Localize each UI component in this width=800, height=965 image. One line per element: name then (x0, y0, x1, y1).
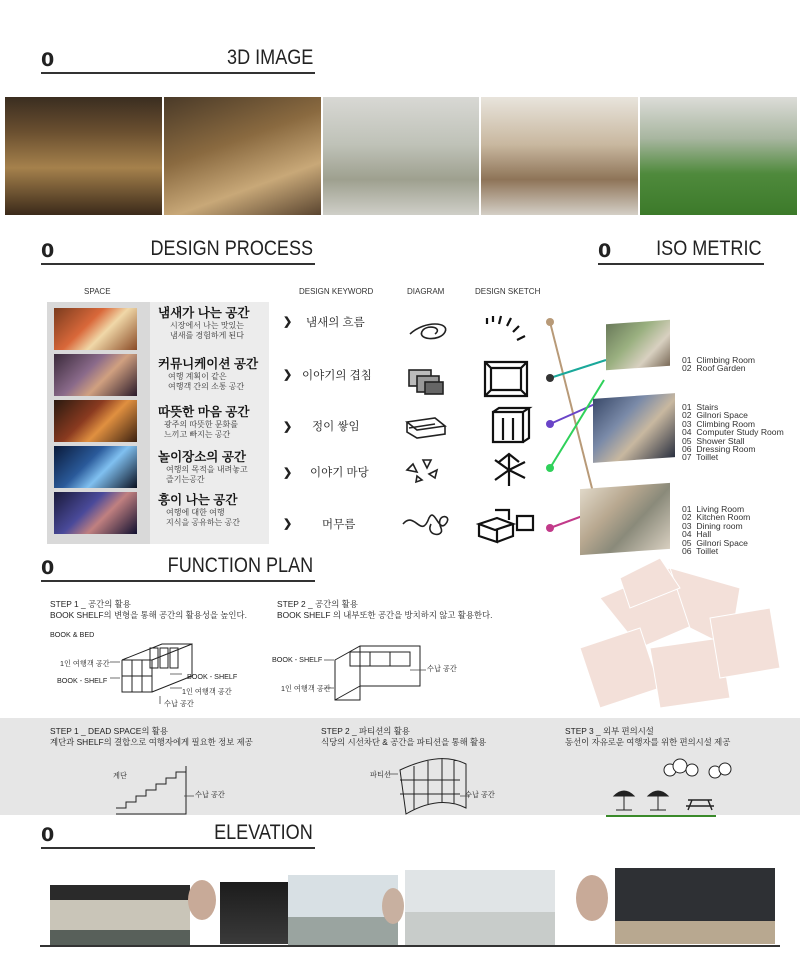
diagram-plane (425, 382, 443, 394)
process-sub: 여행에 대한 여행 (166, 508, 225, 517)
section-title-elevation: ELEVATION (214, 821, 313, 844)
section-mark: 0 (41, 824, 55, 846)
section-title-3d-image: 3D IMAGE (226, 46, 313, 69)
label-stairs: 계단 (113, 771, 127, 780)
building-4 (405, 870, 555, 946)
grey-step2 (321, 726, 486, 748)
section-mark: 0 (598, 240, 612, 262)
step-desc: BOOK SHELF 의 내부또한 공간을 방치하지 않고 활용한다. (277, 610, 493, 620)
keyword-5: 머무름 (322, 519, 356, 531)
arrow-right-icon: ❯ (283, 369, 293, 381)
section-title-design-process: DESIGN PROCESS (150, 237, 313, 260)
render-lounge (481, 97, 638, 215)
connector-dot (546, 464, 554, 472)
tree (576, 875, 608, 921)
process-row-2 (158, 354, 258, 392)
step-title: STEP 2 _ 공간의 활용 (277, 599, 358, 609)
photo-festival (54, 400, 137, 442)
process-sub: 여행객 간의 소통 공간 (168, 382, 245, 391)
keyword-1: 냄새의 흐름 (306, 317, 365, 329)
step-desc: 식당의 시선차단 & 공간을 파티션을 통해 활용 (321, 737, 487, 747)
connector-dot (546, 524, 554, 532)
section-header-design-process (41, 237, 315, 265)
column-header-keyword: DESIGN KEYWORD (299, 287, 374, 296)
sketch-blocks (479, 510, 533, 542)
process-title: 놀이장소의 공간 (158, 450, 246, 464)
keyword-4: 이야기 마당 (310, 467, 369, 479)
sketch-box (493, 408, 529, 442)
process-sub: 시장에서 나는 맛있는 (170, 321, 244, 330)
step-title: STEP 1 _ DEAD SPACE의 활용 (50, 726, 168, 736)
grey-step3 (565, 726, 730, 748)
section-header-iso-metric (598, 237, 764, 265)
function-step1 (50, 599, 247, 621)
section-mark: 0 (41, 557, 55, 579)
tree (382, 888, 404, 924)
building-2 (220, 882, 290, 944)
elevation-strip (10, 860, 790, 960)
label-storage: 수납 공간 (195, 790, 225, 799)
iso-legend-floor1: 01 Living Room 02 Kitchen Room 03 Dining room 04 Hall 05 Gilnori Space 06 Toillet (682, 504, 751, 557)
decorative-shards (560, 558, 790, 718)
building-5 (615, 868, 775, 944)
label-bookshelf: BOOK - SHELF (57, 676, 108, 685)
process-sub: 느끼고 빠지는 공간 (164, 430, 231, 439)
label-storage: 수납 공간 (164, 699, 194, 708)
step-title: STEP 3 _ 외부 편의시설 (565, 726, 654, 736)
label-partition: 파티션 (370, 770, 391, 779)
connector-dot (546, 420, 554, 428)
sketch-ribs (487, 316, 525, 340)
building-1 (50, 885, 190, 945)
process-title: 따뜻한 마음 공간 (158, 405, 250, 419)
iso-legend-floor2: 01 Stairs 02 Gilnori Space 03 Climbing Room 04 Computer Study Room 05 Shower Stall 06 Dressing Room 07 Toillet (682, 402, 784, 463)
section-title-iso-metric: ISO METRIC (656, 237, 762, 260)
process-row-3 (158, 402, 249, 440)
step-desc: 계단과 SHELF의 결합으로 여행자에게 필요한 정보 제공 (50, 737, 253, 747)
section-title-function-plan: FUNCTION PLAN (167, 554, 313, 577)
diagram-swirl (410, 324, 446, 339)
diagram-triangles (407, 460, 437, 482)
arrow-right-icon: ❯ (283, 421, 293, 433)
column-header-diagram: DIAGRAM (407, 287, 445, 296)
column-header-sketch: DESIGN SKETCH (475, 287, 541, 296)
grey-step1 (50, 726, 253, 748)
stairs-drawing (116, 766, 186, 814)
photo-food (54, 308, 137, 350)
column-header-space: SPACE (84, 287, 111, 296)
label-storage: 수납 공간 (427, 664, 457, 673)
step-title: STEP 1 _ 공간의 활용 (50, 599, 131, 609)
keyword-2: 이야기의 겹침 (302, 370, 372, 382)
label-one-person: 1인 여행객 공간 (182, 687, 232, 696)
connector-dot (546, 374, 554, 382)
function-step2 (277, 599, 492, 621)
bookshelf-drawings (110, 630, 440, 710)
process-row-4 (158, 447, 248, 485)
diagram-sketches (395, 300, 555, 550)
arrow-right-icon: ❯ (283, 467, 293, 479)
process-sub: 광주의 따뜻한 문화를 (164, 420, 238, 429)
render-cafe (323, 97, 480, 215)
section-header-3d-image (41, 46, 315, 74)
process-row-1 (158, 303, 249, 341)
render-strip (5, 97, 797, 215)
process-sub: 여행의 목적을 내려놓고 (166, 465, 248, 474)
arrow-right-icon: ❯ (283, 518, 293, 530)
picnic-table-icon (686, 800, 714, 810)
sketch-frame (485, 362, 527, 396)
iso-legend-roof: 01 Climbing Room 02 Roof Garden (682, 355, 756, 374)
connector-teal (550, 360, 606, 378)
label-one-person: 1인 여행객 공간 (60, 659, 110, 668)
label-bookshelf: BOOK - SHELF (187, 672, 238, 681)
diagram-scribble (403, 515, 448, 534)
process-sub: 즐기는공간 (166, 475, 205, 484)
iso-model-floor1 (580, 483, 670, 555)
tree (188, 880, 216, 920)
label-bookshelf: BOOK - SHELF (272, 655, 323, 664)
process-title: 커뮤니케이션 공간 (158, 357, 259, 371)
connector-dot (546, 318, 554, 326)
process-title: 흥이 나는 공간 (158, 493, 238, 507)
photo-concert (54, 492, 137, 534)
step-desc: BOOK SHELF의 변형을 통해 공간의 활용성을 높인다. (50, 610, 247, 620)
section-mark: 0 (41, 240, 55, 262)
step-title: STEP 2 _ 파티션의 활용 (321, 726, 410, 736)
process-sub: 지식을 공유하는 공간 (166, 518, 240, 527)
cloud-icon (664, 759, 731, 778)
ground-line (40, 945, 780, 947)
arrow-right-icon: ❯ (283, 316, 293, 328)
label-book-bed: BOOK & BED (50, 630, 95, 639)
umbrella-table-icon (614, 791, 668, 810)
step-desc: 동선이 자유로운 여행자를 위한 편의시설 제공 (565, 737, 731, 747)
section-mark: 0 (41, 49, 55, 71)
process-row-5 (158, 490, 240, 528)
keyword-3: 정이 쌓임 (312, 421, 360, 433)
render-garden (640, 97, 797, 215)
process-sub: 여행 계획이 같은 (168, 372, 227, 381)
sketch-star (495, 454, 525, 486)
iso-model-roof (606, 320, 670, 370)
label-storage: 수납 공간 (465, 790, 495, 799)
process-title: 냄새가 나는 공간 (158, 306, 250, 320)
process-sub: 냄새를 경험하게 된다 (170, 331, 244, 340)
label-one-person: 1인 여행객 공간 (281, 684, 331, 693)
render-shelves (164, 97, 321, 215)
section-header-elevation (41, 821, 315, 849)
photo-stage (54, 446, 137, 488)
partition-drawing (400, 758, 466, 814)
iso-model-floor2 (593, 393, 675, 463)
render-library (5, 97, 162, 215)
section-header-function-plan (41, 554, 315, 582)
grey-drawings (110, 750, 790, 818)
photo-people (54, 354, 137, 396)
